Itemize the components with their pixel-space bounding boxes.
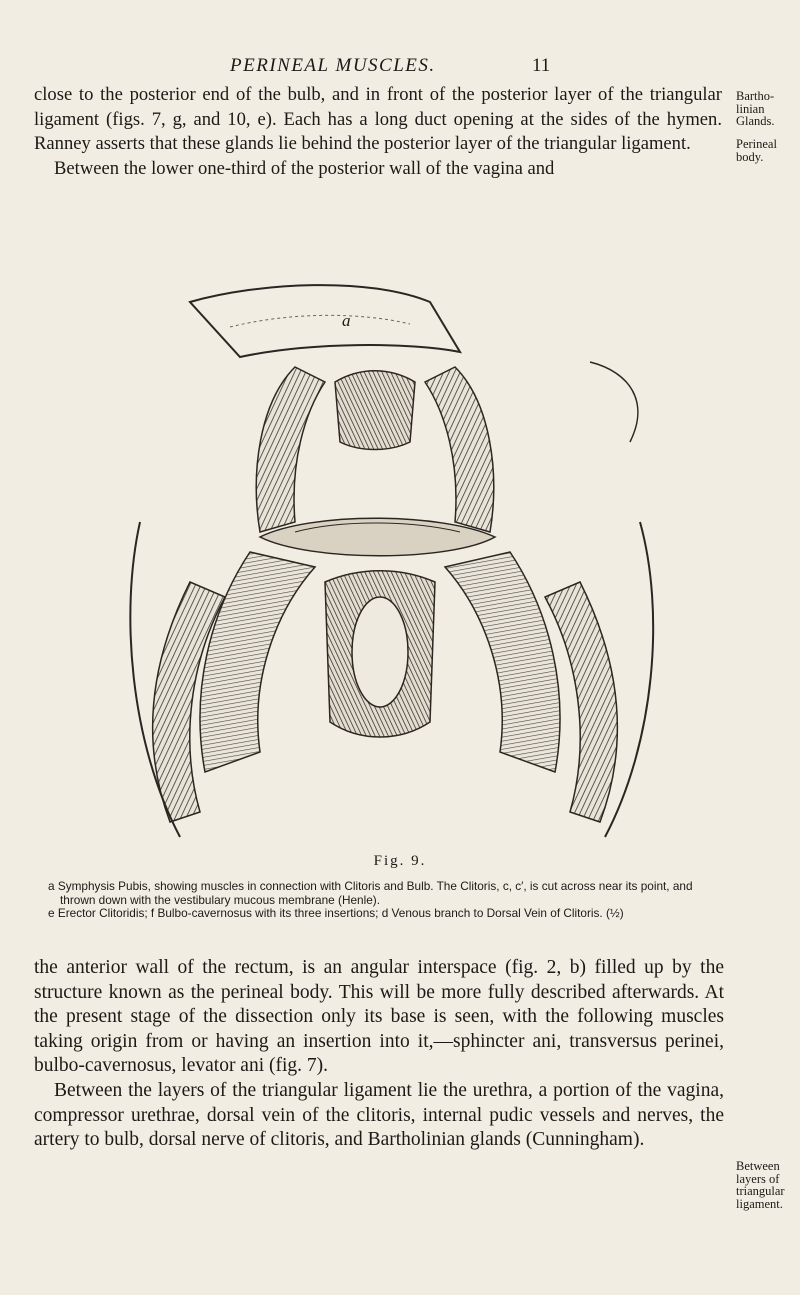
top-paragraph: close to the posterior end of the bulb, and in front of the posterior layer of the triangular ligament (figs. 7, g, and 10, e). Each has a long duct opening at the sides of the hymen. Ranney asserts that these glands lie behind the posterior layer of the triangular ligament. — [34, 84, 722, 154]
caption-line-1: a Symphysis Pubis, showing muscles in connection with Clitoris and Bulb. The Clitoris, c, c′, is cut across near its point, and thrown down with the vestibulary mucous membrane (Henle). — [48, 879, 693, 907]
margin-note-bartholinian: Bartho- linian Glands. — [736, 89, 775, 128]
figure-number: Fig. 9. — [373, 853, 427, 869]
figure-label-a: a — [342, 311, 351, 330]
perineal-body-paragraph: the anterior wall of the rectum, is an angular interspace (fig. 2, b) filled up by the structure known as the perineal body. This will be more fully described afterwards. At the present stage of the dissection only its base is seen, with the following muscles taking origin from or having an insertion into it,—sphincter ani, transversus perinei, bulbo-cavernosus, levator ani (fig. 7). — [34, 957, 724, 1077]
figure-caption — [48, 880, 728, 921]
margin-note-between-layers: Between layers of triangular ligament. — [736, 1159, 785, 1211]
page-number: 11 — [532, 55, 551, 76]
top-text-block — [34, 83, 722, 181]
perineal-muscles-drawing — [110, 282, 690, 842]
bottom-text-block — [34, 956, 724, 1153]
running-title: PERINEAL MUSCLES. — [230, 55, 436, 76]
triangular-ligament-paragraph: Between the layers of the triangular ligament lie the urethra, a portion of the vagina, compressor urethrae, dorsal vein of the clitoris, internal pudic vessels and nerves, the artery to bulb, dorsal nerve of clitoris, and Bartholinian glands (Cunningham). — [34, 1079, 724, 1151]
caption-line-2: e Erector Clitoridis; f Bulbo-cavernosus with its three insertions; d Venous branch to Dorsal Vein of Clitoris. (½) — [48, 906, 624, 921]
margin-note-perineal-body: Perineal body. — [736, 137, 777, 164]
second-paragraph: Between the lower one-third of the posterior wall of the vagina and — [54, 157, 555, 179]
page-header — [0, 55, 800, 85]
figure-9-illustration — [110, 282, 690, 842]
